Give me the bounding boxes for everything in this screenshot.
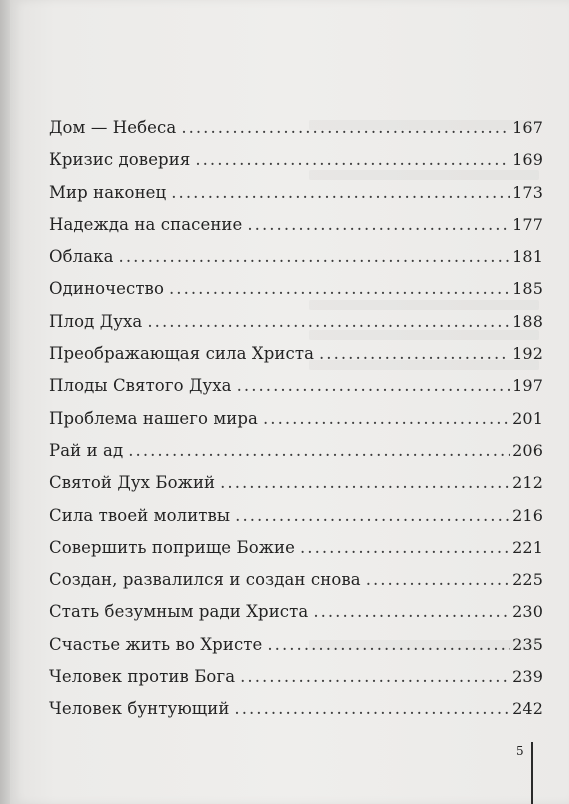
toc-entry-title: Человек против Бога — [49, 667, 236, 687]
dot-leader — [263, 403, 510, 435]
dot-leader — [240, 661, 510, 693]
toc-entry — [49, 435, 543, 467]
toc-entry-page: 188 — [512, 311, 543, 331]
toc-entry-page: 201 — [512, 408, 543, 428]
toc-entry-title: Дом — Небеса — [49, 118, 177, 137]
toc-entry-title: Счастье жить во Христе — [49, 634, 263, 654]
toc-entry-page: 235 — [512, 634, 543, 654]
toc-entry — [49, 338, 543, 370]
toc-entry-page: 221 — [512, 537, 543, 557]
toc-entry-title: Мир наконец — [49, 182, 167, 202]
toc-entry-title: Святой Дух Божий — [49, 473, 216, 493]
toc-entry-page: 167 — [512, 118, 543, 137]
dot-leader — [247, 209, 510, 241]
toc-entry-title: Совершить поприще Божие — [49, 537, 296, 557]
dot-leader — [237, 370, 511, 402]
toc-entry-page: 173 — [512, 182, 543, 202]
dot-leader — [171, 177, 510, 209]
toc-entry — [49, 273, 543, 305]
toc-entry-title: Плод Духа — [49, 311, 143, 331]
toc-entry — [49, 500, 543, 532]
toc-entry — [49, 241, 543, 273]
toc-entry — [49, 112, 543, 144]
toc-entry-page: 206 — [512, 440, 543, 460]
toc-entry-page: 242 — [512, 699, 543, 719]
dot-leader — [195, 144, 510, 176]
dot-leader — [366, 564, 510, 596]
toc-entry-title: Сила твоей молитвы — [49, 505, 231, 525]
toc-entry — [49, 403, 543, 435]
toc-entry — [49, 661, 543, 693]
toc-entry — [49, 306, 543, 338]
toc-entry-title: Плоды Святого Духа — [49, 376, 232, 396]
toc-entry-page: 212 — [512, 473, 543, 493]
toc-entry-page: 169 — [512, 150, 543, 170]
toc-entry-page: 216 — [512, 505, 543, 525]
dot-leader — [128, 435, 510, 467]
toc-entry-page: 239 — [512, 667, 543, 687]
dot-leader — [147, 306, 510, 338]
toc-entry-page: 230 — [512, 602, 543, 622]
toc-entry — [49, 532, 543, 564]
toc-entry — [49, 177, 543, 209]
dot-leader — [220, 467, 510, 499]
toc-entry — [49, 370, 543, 402]
dot-leader — [319, 338, 510, 370]
toc-entry-title: Преображающая сила Христа — [49, 344, 315, 364]
toc-entry-page: 181 — [512, 247, 543, 267]
toc-entry — [49, 467, 543, 499]
toc-entry-page: 185 — [512, 279, 543, 299]
toc-entry — [49, 564, 543, 596]
toc-entry-title: Надежда на спасение — [49, 214, 243, 234]
toc-entry-page: 225 — [512, 570, 543, 590]
toc-entry-title: Человек бунтующий — [49, 699, 230, 719]
book-page — [10, 0, 569, 804]
dot-leader — [235, 500, 510, 532]
page-edge-rule — [531, 742, 533, 804]
toc-entry-title: Создан, развалился и создан снова — [49, 570, 361, 590]
page-number: 5 — [516, 744, 524, 758]
dot-leader — [169, 273, 510, 305]
toc-entry — [49, 693, 543, 725]
toc-entry-title: Облака — [49, 247, 114, 267]
toc-entry-title: Рай и ад — [49, 440, 124, 460]
dot-leader — [300, 532, 510, 564]
dot-leader — [267, 629, 510, 661]
toc-entry-title: Кризис доверия — [49, 150, 191, 170]
dot-leader — [234, 693, 510, 725]
toc-entry — [49, 209, 543, 241]
dot-leader — [119, 241, 511, 273]
toc-entry — [49, 629, 543, 661]
toc-entry-title: Проблема нашего мира — [49, 408, 258, 428]
toc-entry — [49, 144, 543, 176]
dot-leader — [313, 596, 510, 628]
toc-entry-page: 197 — [512, 376, 543, 396]
toc-entry-title: Одиночество — [49, 279, 164, 299]
dot-leader — [181, 112, 510, 144]
table-of-contents — [49, 112, 543, 726]
toc-entry-page: 192 — [512, 344, 543, 364]
toc-entry-title: Стать безумным ради Христа — [49, 602, 309, 622]
toc-entry-page: 177 — [512, 214, 543, 234]
toc-entry — [49, 596, 543, 628]
